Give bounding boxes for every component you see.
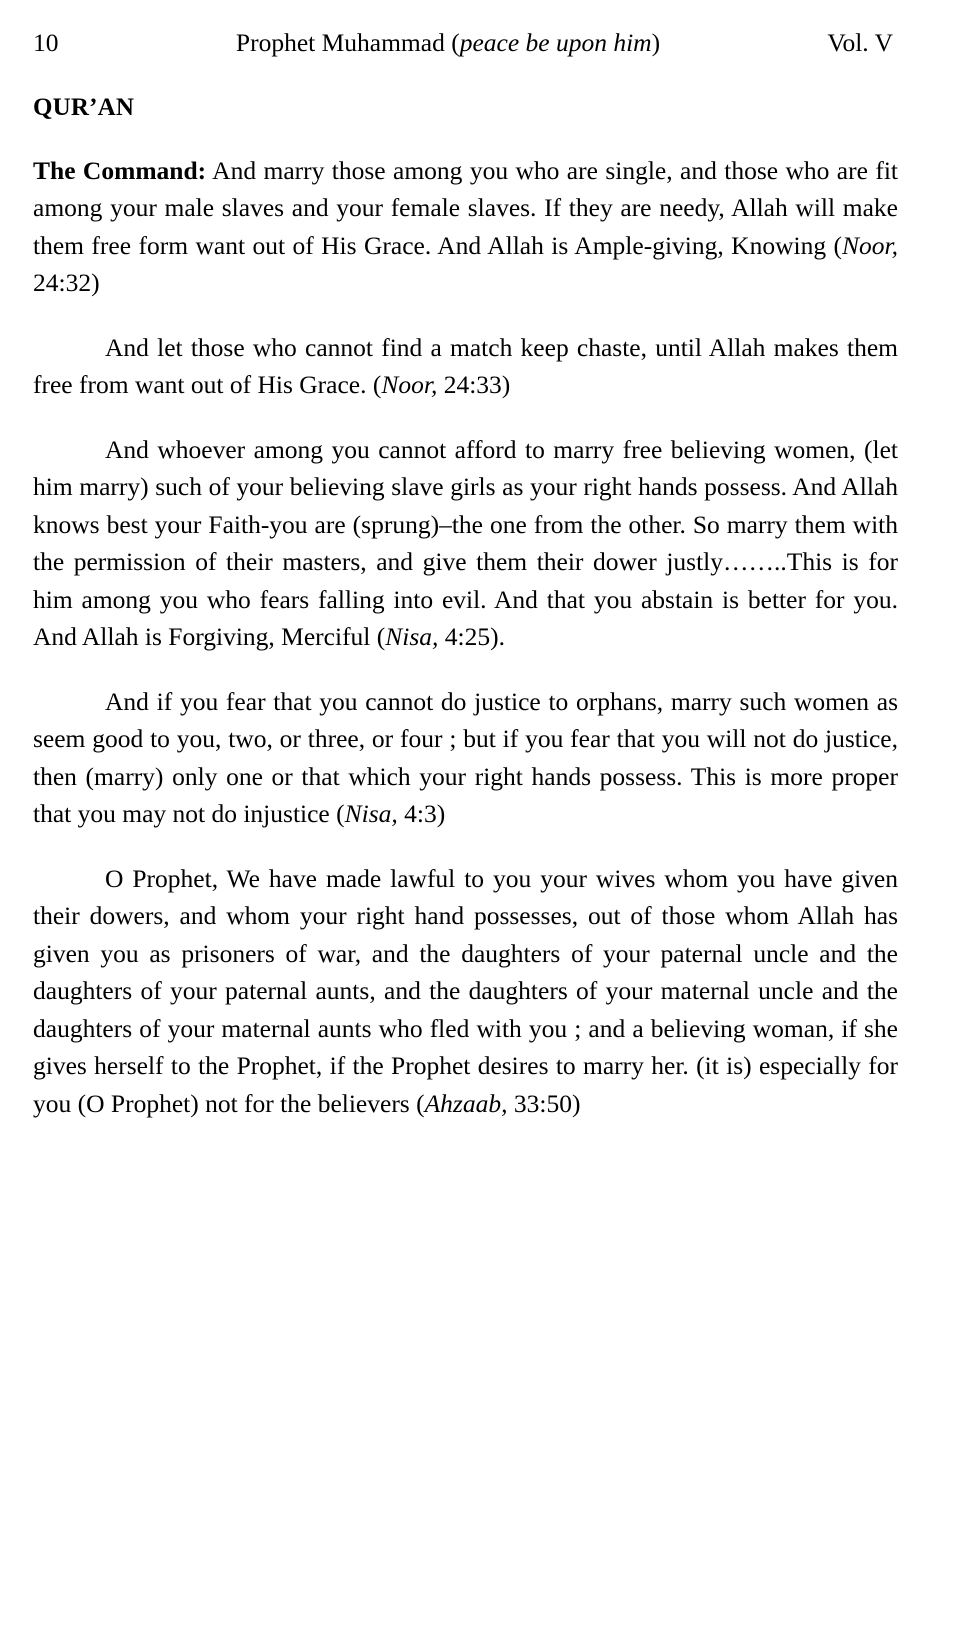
paragraph-ahzaab-33-50 xyxy=(33,860,898,1122)
paragraph-command xyxy=(33,152,898,302)
section-heading: QUR’AN xyxy=(33,94,135,121)
citation-source-noor-2: Noor, xyxy=(381,370,438,400)
citation-source-nisa-2: Nisa, xyxy=(344,799,398,829)
page-number: 10 xyxy=(33,28,59,57)
citation-ref-nisa-2: 4:3) xyxy=(397,799,446,829)
paragraph-noor-24-33-text: And let those who cannot find a match keep chaste, until Allah makes them free from want out of His Grace. ( xyxy=(33,332,898,400)
paragraph-ahzaab-33-50-text: O Prophet, We have made lawful to you your wives whom you have given their dowers, and whom your right hand possesses, out of those whom Allah has given you as prisoners of war, and the daughters of your paternal uncle and the daughters of your paternal aunts, and the daughters of your maternal uncle and the daughters of your maternal aunts who fled with you ; and a believing woman, if she gives herself to the Prophet, if the Prophet desires to marry her. (it is) especially for you (O Prophet) not for the believers ( xyxy=(33,863,898,1118)
running-head-title-end: ) xyxy=(651,28,661,57)
citation-ref-noor-1: 24:32) xyxy=(33,268,100,298)
paragraph-lead-label: The Command: xyxy=(33,156,207,185)
running-head xyxy=(33,28,898,58)
paragraph-nisa-4-3 xyxy=(33,683,898,833)
citation-source-nisa-1: Nisa, xyxy=(385,622,439,652)
running-head-title xyxy=(153,28,743,58)
running-head-title-italic: peace be upon him xyxy=(459,28,652,57)
citation-source-noor-1: Noor, xyxy=(842,230,898,260)
volume-label: Vol. V xyxy=(827,28,893,57)
paragraph-nisa-4-25 xyxy=(33,431,898,656)
running-head-title-start: Prophet Muhammad ( xyxy=(235,28,460,57)
paragraph-command-text: And marry those among you who are single, and those who are fit among your male slaves and your female slaves. If they are needy, Allah will make them free form want out of His Grace. And Allah is Ample-giving, Knowing ( xyxy=(33,156,898,260)
citation-source-ahzaab: Ahzaab, xyxy=(424,1088,508,1118)
citation-ref-noor-2: 24:33) xyxy=(437,370,511,400)
paragraph-noor-24-33 xyxy=(33,329,898,404)
paragraph-nisa-4-25-text: And whoever among you cannot afford to marry free believing women, (let him marry) such of your believing slave girls as your right hands possess. And Allah knows best your Faith-you are (sprung)–the one from the other. So marry them with the permission of their masters, and give them their dower justly……..This is for him among you who fears falling into evil. And that you abstain is better for you. And Allah is Forgiving, Merciful ( xyxy=(33,434,898,652)
paragraph-nisa-4-3-text: And if you fear that you cannot do justice to orphans, marry such women as seem good to you, two, or three, or four ; but if you fear that you will not do justice, then (marry) only one or that which your right hands possess. This is more proper that you may not do injustice ( xyxy=(33,686,898,829)
citation-ref-ahzaab: 33:50) xyxy=(507,1088,581,1118)
citation-ref-nisa-1: 4:25). xyxy=(438,622,505,652)
